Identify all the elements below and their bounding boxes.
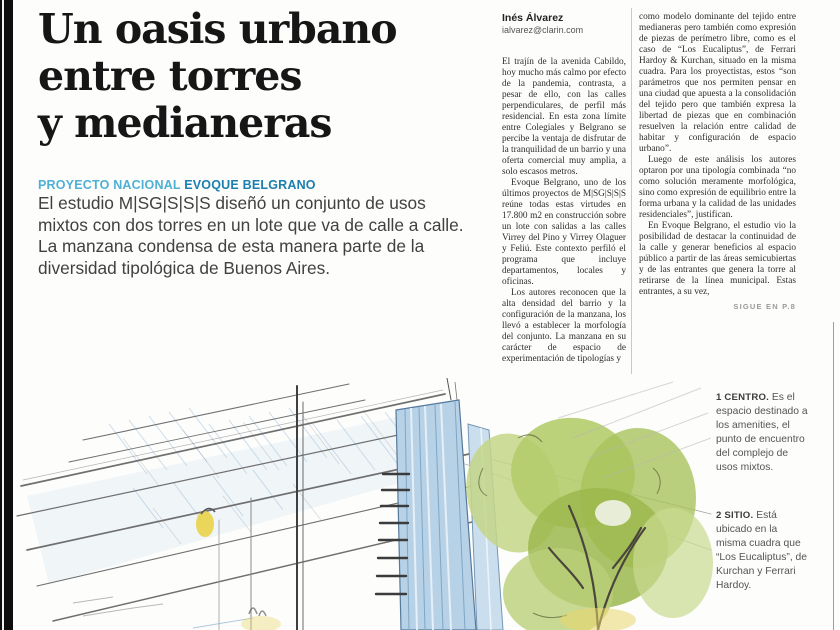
column-divider: [631, 8, 632, 374]
headline-line-3: y medianeras: [38, 99, 332, 147]
body-paragraph: Evoque Belgrano, uno de los últimos proyectos de M|SG|S|S|S reúne todas estas virtudes en 17.800 m2 en construcción sobre un lote con salidas a las calles Virrey del Pino y Virrey Olaguer y Feliú. Este contexto perfiló el programa que incluye departamentos, locales y oficinas.: [502, 178, 626, 287]
headline: [38, 6, 468, 147]
byline: [502, 12, 627, 35]
yellow-wash-left: [241, 616, 281, 630]
body-paragraph: como modelo dominante del tejido entre medianeras pero también como expresión de piezas de perímetro libre, como es el caso de “Los Eucaliptus”, de Ferrari Hardoy & Kurchan, situado en la misma cuadra. Para los proyectistas, estos “son parámetros que nos permiten pensar en una ciudad que apuesta a la consolidación del tejido pero que también expresa la libertad de piezas que en combinación resuelven la relación entre calidad de habitar y configuración de espacio urbano”.: [639, 12, 796, 154]
byline-email: ialvarez@clarin.com: [502, 25, 584, 35]
caption-1-label: 1 CENTRO.: [716, 392, 769, 403]
continuation-note: SIGUE EN P.8: [733, 302, 796, 311]
body-paragraph: El trajín de la avenida Cabildo, hoy mucho más calmo por efecto de la pandemia, contrasta, a pesar de ello, con las calles perpendiculares, de perfil más residencial. En esta zona límite entre Colegiales y Belgrano se percibe la ventaja de disfrutar de la tranquilidad de un barrio y una oferta comercial muy amplia, a solo escasos metros.: [502, 57, 626, 177]
body-column-2: [639, 12, 796, 372]
headline-line-1: Un oasis urbano: [38, 5, 397, 53]
edge-pinstripe: [2, 0, 4, 630]
headline-line-2: entre torres: [38, 52, 302, 100]
caption-1: [716, 391, 808, 475]
kicker-project: EVOQUE BELGRANO: [184, 178, 316, 192]
body-paragraph: En Evoque Belgrano, el estudio vio la posibilidad de destacar la continuidad de la calle y generar beneficios al espacio público a partir de las áreas semicubiertas y de las entrantes que genera la torre al retirarse de la línea municipal. Estas entrantes, a su vez,: [639, 221, 796, 297]
caption-2-text: Está ubicado en la misma cuadra que “Los Eucaliptus”, de Kurchan y Ferrari Hardoy.: [716, 510, 808, 591]
lede-paragraph: El estudio M|SG|S|S|S diseñó un conjunto de usos mixtos con dos torres en un lote que va de calle a calle. La manzana condensa de esta manera parte de la diversidad tipológica de Buenos Aires.: [38, 193, 464, 278]
body-column-1: [502, 57, 626, 375]
illustration-sketch: [13, 378, 713, 630]
caption-2: [716, 509, 808, 593]
caption-2-label: 2 SITIO.: [716, 510, 754, 521]
photo-captions: [716, 391, 808, 593]
byline-author: Inés Álvarez: [502, 12, 564, 24]
body-paragraph: Los autores reconocen que la alta densidad del barrio y la configuración de la manzana, los llevó a establecer la morfología del conjunto. La manzana en su carácter de espacio de experimentación de tipologías y: [502, 288, 626, 364]
street-level-scribbles: [73, 597, 266, 628]
kicker: [38, 178, 316, 192]
body-paragraph: Luego de este análisis los autores optaron por una tipología combinada “no como solución meramente morfológica, sino como expresión de equilibrio entre la forma urbana y la calidad de las unidades residenciales”, justifican.: [639, 155, 796, 220]
kicker-section: PROYECTO NACIONAL: [38, 178, 181, 192]
page-fold-line: [833, 322, 834, 630]
page-edge-bar: [0, 0, 13, 630]
caption-1-text: Es el espacio destinado a los amenities, el punto de encuentro del complejo de usos mixtos.: [716, 392, 808, 473]
